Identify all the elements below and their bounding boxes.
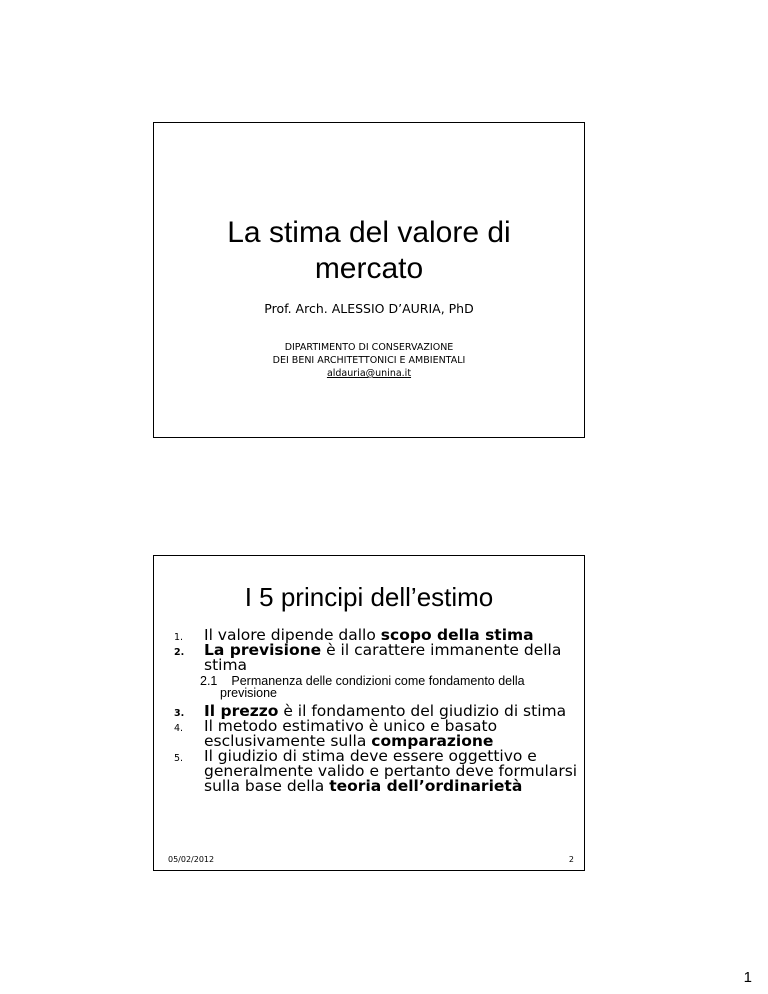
sub-item	[154, 675, 584, 699]
item-text: Il metodo estimativo è unico e basato esclusivamente sulla	[204, 717, 498, 750]
principles-list	[154, 628, 584, 794]
department-line-1: DIPARTIMENTO DI CONSERVAZIONE	[284, 342, 454, 353]
item-bold-text: comparazione	[371, 732, 494, 750]
item-number: 1.	[174, 632, 184, 643]
list-item	[154, 749, 584, 794]
slide-1-title	[154, 215, 584, 287]
email-link[interactable]: aldauria@unina.it	[326, 368, 412, 379]
item-bold-text: scopo della stima	[380, 626, 534, 644]
footer-date: 05/02/2012	[168, 855, 215, 864]
title-line-1: La stima del valore di	[227, 216, 511, 249]
list-item	[154, 719, 584, 749]
author-line: Prof. Arch. ALESSIO D’AURIA, PhD	[264, 301, 474, 316]
footer-slide-number: 2	[568, 855, 574, 864]
item-number: 4.	[174, 723, 184, 734]
slide-2-title: I 5 principi dell’estimo	[244, 582, 494, 612]
list-item	[154, 643, 584, 673]
department-line-2: DEI BENI ARCHITETTONICI E AMBIENTALI	[272, 355, 466, 366]
department-block	[154, 341, 584, 380]
item-text: è il fondamento del giudizio di stima	[278, 702, 567, 720]
item-text: è il carattere immanente della stima	[204, 641, 562, 674]
item-bold-text: Il prezzo	[204, 702, 279, 720]
item-bold-text: La previsione	[204, 641, 322, 659]
sub-item-text: Permanenza delle condizioni come fondamento della previsione	[220, 674, 525, 700]
slide-1	[153, 122, 585, 438]
title-line-2: mercato	[314, 252, 424, 285]
item-text: Il valore dipende dallo	[204, 626, 381, 644]
item-bold-text: teoria dell’ordinarietà	[329, 777, 523, 795]
item-number: 5.	[174, 753, 184, 764]
sub-item-number: 2.1	[200, 674, 218, 688]
item-number: 2.	[174, 647, 185, 658]
slide-2	[153, 555, 585, 871]
item-number: 3.	[174, 708, 185, 719]
item-text: Il giudizio di stima deve essere oggettivo e generalmente valido e pertanto deve formularsi sulla base della	[204, 747, 578, 795]
page-number: 1	[743, 969, 752, 986]
